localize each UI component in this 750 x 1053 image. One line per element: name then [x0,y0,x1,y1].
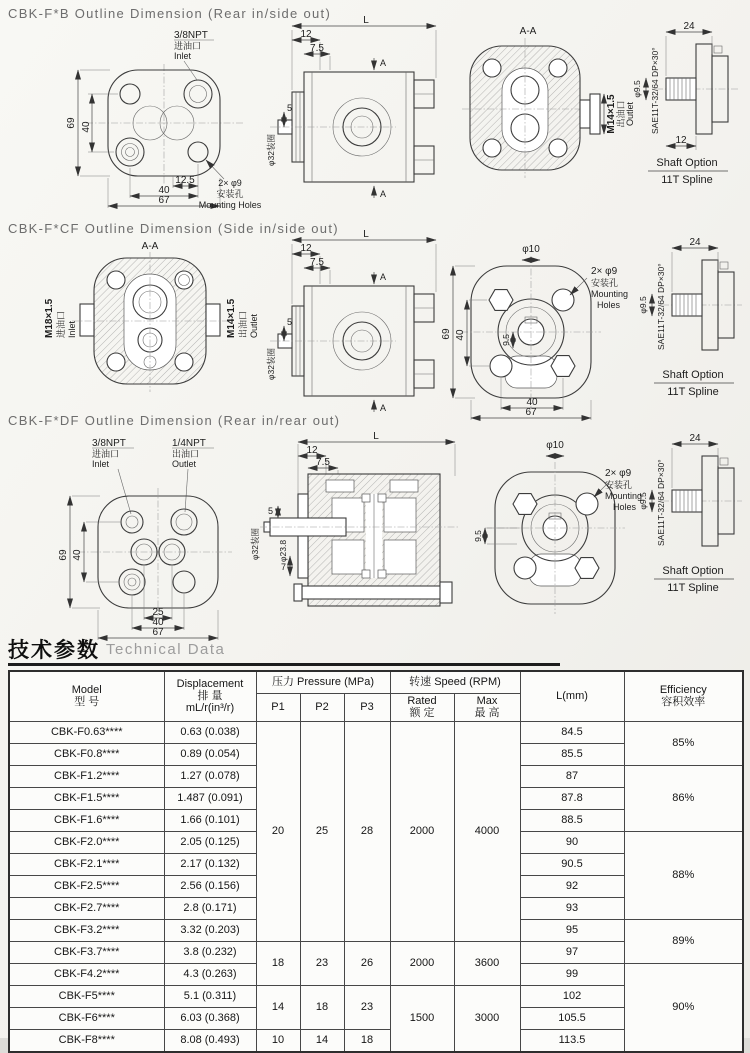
dim-phi10: φ10 [522,244,540,255]
s2-rear-view-drawing [425,238,637,426]
header-speed: 转速 Speed (RPM) [390,671,520,693]
s3-side-section-drawing [250,430,475,642]
section-mark-top: A [380,58,387,68]
model-cell: CBK-F5**** [9,985,164,1007]
spline-caption: 11T Spline [661,174,713,186]
dim-5: 5 [287,103,293,113]
outlet-en-label: Outlet [172,459,197,469]
l-cell: 87 [520,765,624,787]
header-model [9,671,164,721]
mounting-holes-cn: 安装孔 [605,480,633,490]
dim-12: 12 [300,243,312,254]
s2-front-view-drawing [36,240,266,418]
dim-40b: 40 [526,397,538,408]
inlet-label: 3/8NPT [92,438,126,449]
p1-cell: 18 [256,941,300,985]
inlet-label-cn: 进油口 [174,41,202,51]
ring-label: φ32装圈 [250,528,260,560]
header-max-cn: 最 高 [474,707,500,719]
displacement-cell: 1.66 (0.101) [164,809,256,831]
header-displacement [164,671,256,721]
dim-24: 24 [689,237,701,248]
section3-title: CBK-F*DF Outline Dimension (Rear in/rear out) [8,413,341,428]
displacement-cell: 5.1 (0.311) [164,985,256,1007]
header-efficiency-en: Efficiency [659,683,707,696]
model-cell: CBK-F1.2**** [9,765,164,787]
shaft-option-caption: Shaft Option [656,157,718,169]
l-cell: 95 [520,919,624,941]
header-displacement-unit: mL/r(in³/r) [185,702,235,715]
displacement-cell: 4.3 (0.263) [164,963,256,985]
outlet-cn-label: 出油口 [172,449,200,459]
rated-speed-cell: 1500 [390,985,454,1052]
header-p3: P3 [344,693,390,721]
dim-12: 12 [675,135,687,146]
mounting-holes-label: 2× φ9 [218,178,242,188]
header-pressure: 压力 Pressure (MPa) [256,671,390,693]
header-max [454,693,520,721]
technical-data-table [8,670,744,1053]
model-cell: CBK-F1.5**** [9,787,164,809]
header-p2: P2 [300,693,344,721]
outlet-thread-label: M14×1.5 [226,298,237,338]
l-cell: 113.5 [520,1029,624,1052]
outlet-cn-label: 出油口 [616,100,626,128]
l-cell: 85.5 [520,743,624,765]
efficiency-cell: 90% [624,963,743,1052]
l-cell: 99 [520,963,624,985]
model-cell: CBK-F3.2**** [9,919,164,941]
dim-L: L [363,229,369,240]
displacement-cell: 2.17 (0.132) [164,853,256,875]
mounting-holes-en2: Holes [613,502,637,512]
displacement-cell: 2.05 (0.125) [164,831,256,853]
dim-40b: 40 [158,185,170,196]
spline-spec-label: SAE11T-32/64 DP×30° [656,459,666,546]
shaft-diameter-label: φ9.5 [638,492,648,510]
technical-data-title-en: Technical Data [106,641,226,658]
l-cell: 97 [520,941,624,963]
shaft-diameter-label: φ9.5 [638,296,648,314]
table-row [9,721,743,743]
displacement-cell: 3.32 (0.203) [164,919,256,941]
dim-5: 5 [268,506,274,516]
dim-7-5: 7.5 [310,257,324,268]
mounting-holes-label: 2× φ9 [605,468,632,479]
dim-7-5: 7.5 [310,43,324,54]
model-cell: CBK-F6**** [9,1007,164,1029]
header-displacement-en: Displacement [176,677,244,690]
shaft-option-caption: Shaft Option [662,369,724,381]
dim-40b: 40 [152,617,164,628]
spline-caption: 11T Spline [667,582,719,594]
model-cell: CBK-F1.6**** [9,809,164,831]
p3-cell: 26 [344,941,390,985]
spline-spec-label: SAE11T-32/64 DP×30° [650,47,660,134]
dim-67: 67 [152,627,164,638]
section1-title: CBK-F*B Outline Dimension (Rear in/side out) [8,6,332,21]
header-p1: P1 [256,693,300,721]
p2-cell: 18 [300,985,344,1029]
model-cell: CBK-F0.63**** [9,721,164,743]
l-cell: 84.5 [520,721,624,743]
mounting-holes-en1: Mounting [605,491,643,501]
section-mark-top: A [380,272,387,282]
p2-cell: 23 [300,941,344,985]
displacement-cell: 0.89 (0.054) [164,743,256,765]
mounting-holes-en2: Holes [597,300,621,310]
s2-shaft-option-drawing [636,232,748,407]
dim-40: 40 [455,329,466,341]
mounting-holes-cn: 安装孔 [591,278,619,288]
l-cell: 87.8 [520,787,624,809]
header-model-en: Model [71,683,102,696]
dim-69: 69 [66,117,77,129]
p3-cell: 18 [344,1029,390,1052]
header-efficiency-cn: 容积效率 [661,696,706,709]
model-cell: CBK-F2.7**** [9,897,164,919]
inlet-en-label: Inlet [67,320,77,338]
dim-40: 40 [72,549,83,561]
p1-cell: 20 [256,721,300,941]
mounting-holes-cn: 安装孔 [216,189,244,199]
outlet-en-label: Outlet [625,101,635,127]
inlet-label: 3/8NPT [174,30,208,41]
rated-speed-cell: 2000 [390,941,454,985]
inlet-label-en: Inlet [174,51,192,61]
p2-cell: 14 [300,1029,344,1052]
shaft-diameter-label: φ9.5 [632,80,642,98]
p1-cell: 14 [256,985,300,1029]
dim-9-5: 9.5 [501,334,511,346]
model-cell: CBK-F2.1**** [9,853,164,875]
s1-side-view-drawing [262,14,454,214]
l-cell: 88.5 [520,809,624,831]
header-rated-cn: 额 定 [409,707,435,719]
l-cell: 90 [520,831,624,853]
shaft-option-caption: Shaft Option [662,565,724,577]
section-label: A-A [141,241,159,252]
rated-speed-cell: 2000 [390,721,454,941]
l-cell: 102 [520,985,624,1007]
dim-67: 67 [158,195,170,206]
inlet-cn-label: 进油口 [56,310,66,338]
mounting-holes-en1: Mounting [591,289,629,299]
max-speed-cell: 3000 [454,985,520,1052]
mounting-holes-en: Mounting Holes [198,200,262,210]
outlet-thread-label: M14×1.5 [606,94,617,134]
p3-cell: 28 [344,721,390,941]
l-cell: 92 [520,875,624,897]
l-cell: 105.5 [520,1007,624,1029]
dim-12: 12 [306,445,318,456]
inlet-thread-label: M18×1.5 [44,298,55,338]
p3-cell: 23 [344,985,390,1029]
displacement-cell: 8.08 (0.493) [164,1029,256,1052]
dim-69: 69 [441,328,452,340]
efficiency-cell: 88% [624,831,743,919]
displacement-cell: 1.487 (0.091) [164,787,256,809]
header-rated-en: Rated [407,694,437,707]
displacement-cell: 0.63 (0.038) [164,721,256,743]
model-cell: CBK-F4.2**** [9,963,164,985]
section2-title: CBK-F*CF Outline Dimension (Side in/side out) [8,221,339,236]
s3-rear-view-drawing [455,436,655,626]
ring-label: φ32装圈 [266,134,276,166]
header-model-cn: 型 号 [74,696,100,709]
dim-69: 69 [58,549,69,561]
dim-67: 67 [525,407,537,418]
technical-data-title-cn: 技术参数 [8,639,100,662]
s3-shaft-option-drawing [636,428,748,603]
efficiency-cell: 86% [624,765,743,831]
section-label: A-A [519,26,537,37]
header-rated [390,693,454,721]
dim-24: 24 [683,21,695,32]
dim-L: L [363,15,369,26]
section-mark-bottom: A [380,189,387,199]
dim-9-5: 9.5 [473,530,483,542]
p2-cell: 25 [300,721,344,941]
p1-cell: 10 [256,1029,300,1052]
dim-5: 5 [287,317,293,327]
dim-23-8: φ23.8 [278,539,288,562]
displacement-cell: 2.8 (0.171) [164,897,256,919]
header-efficiency [624,671,743,721]
header-max-en: Max [476,694,498,707]
dim-phi10: φ10 [546,440,564,451]
dim-7-5: 7.5 [316,457,330,468]
displacement-cell: 1.27 (0.078) [164,765,256,787]
header-displacement-cn: 排 量 [197,690,223,703]
s1-section-view-drawing [452,24,637,204]
s1-shaft-option-drawing [630,16,745,191]
s3-front-view-drawing [26,436,266,648]
model-cell: CBK-F0.8**** [9,743,164,765]
dim-40: 40 [81,121,92,133]
inlet-en-label: Inlet [92,459,110,469]
model-cell: CBK-F3.7**** [9,941,164,963]
spline-spec-label: SAE11T-32/64 DP×30° [656,263,666,350]
outlet-cn-label: 出油口 [238,310,248,338]
model-cell: CBK-F2.0**** [9,831,164,853]
displacement-cell: 2.56 (0.156) [164,875,256,897]
spline-caption: 11T Spline [667,386,719,398]
displacement-cell: 3.8 (0.232) [164,941,256,963]
outlet-label: 1/4NPT [172,438,206,449]
model-cell: CBK-F2.5**** [9,875,164,897]
dim-12: 12 [300,29,312,40]
dim-25: 25 [152,607,164,618]
dim-L: L [373,431,379,442]
header-length: L(mm) [520,671,624,721]
efficiency-cell: 89% [624,919,743,963]
title-underline [8,663,560,666]
l-cell: 93 [520,897,624,919]
outlet-en-label: Outlet [249,313,259,338]
max-speed-cell: 3600 [454,941,520,985]
s1-front-view-drawing [26,28,266,216]
dim-12-5: 12.5 [175,175,195,186]
l-cell: 90.5 [520,853,624,875]
dim-24: 24 [689,433,701,444]
mounting-holes-label: 2× φ9 [591,266,618,277]
dim-7: 7 [281,562,287,572]
technical-table-body [9,721,743,1052]
max-speed-cell: 4000 [454,721,520,941]
model-cell: CBK-F8**** [9,1029,164,1052]
section-mark-bottom: A [380,403,387,413]
ring-label: φ32装圈 [266,348,276,380]
inlet-cn-label: 进油口 [92,449,120,459]
efficiency-cell: 85% [624,721,743,765]
displacement-cell: 6.03 (0.368) [164,1007,256,1029]
